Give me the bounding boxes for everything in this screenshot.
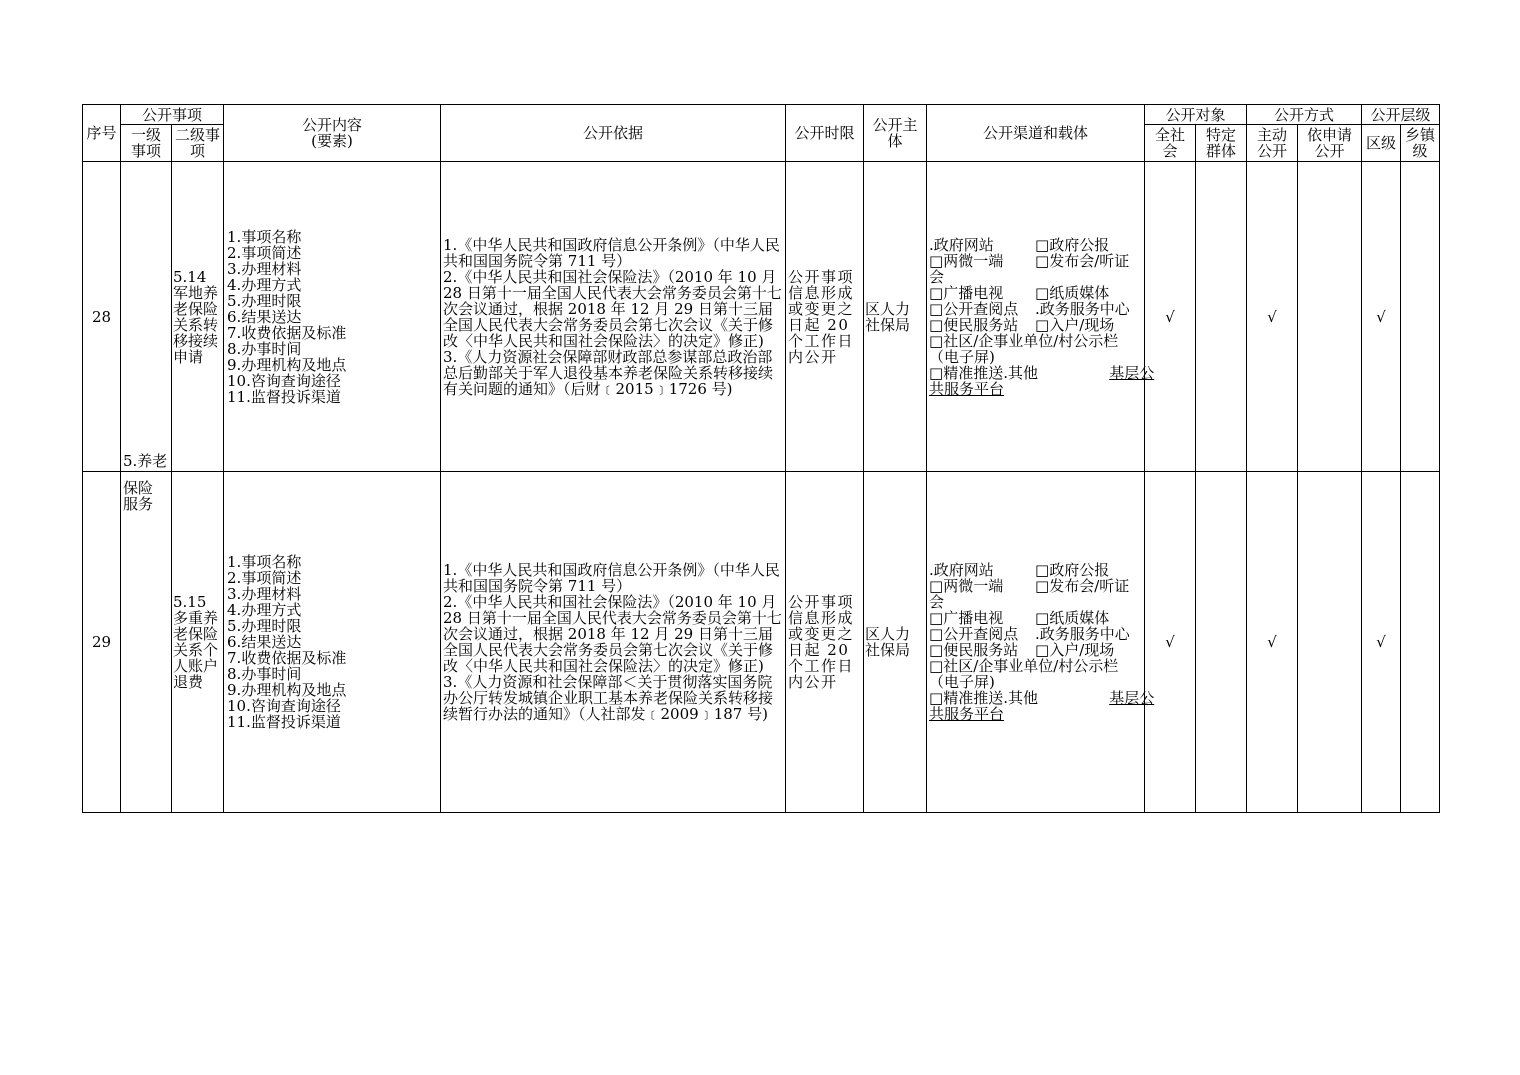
subject: 区人力社保局 (864, 162, 927, 472)
channels-cell (927, 472, 1155, 813)
element-item: 1.事项名称 (227, 553, 302, 571)
element-item: 8.办事时间 (227, 339, 302, 358)
other-channel-text-cont: 共服务平台 (929, 705, 1005, 723)
element-item: 11.监督投诉渠道 (227, 713, 341, 731)
channel-row: .政府网站 □政府公报 (929, 235, 1110, 254)
channel-row: □精准推送 .其他 基层公 (929, 689, 1155, 707)
level1-item-part1: 5.养老 (121, 162, 172, 472)
subject: 区人力社保局 (864, 472, 927, 813)
mode-active-mark: √ (1247, 162, 1298, 472)
channel-row: .政府网站 □政府公报 (929, 561, 1110, 579)
row-seq: 29 (83, 472, 121, 813)
channel-row: □广播电视 □纸质媒体 (929, 609, 1110, 627)
header-target-group: 公开对象 (1145, 105, 1247, 125)
header-target-specific: 特定 群体 (1196, 125, 1247, 162)
basis-cell (441, 162, 786, 472)
element-item: 6.结果送达 (227, 307, 302, 326)
target-specific-mark (1196, 162, 1247, 472)
header-level1: 一级 事项 (121, 125, 172, 162)
header-level-district: 区级 (1362, 125, 1401, 162)
element-item: 7.收费依据及标准 (227, 323, 347, 342)
header-channel: 公开渠道和载体 (927, 105, 1145, 162)
element-item: 2.事项简述 (227, 569, 302, 587)
element-item: 4.办理方式 (227, 275, 302, 294)
element-item: 7.收费依据及标准 (227, 649, 347, 667)
target-all-mark: √ (1145, 472, 1196, 813)
level-town-mark (1401, 472, 1440, 813)
element-item: 6.结果送达 (227, 633, 302, 651)
channel-row: □精准推送 .其他 基层公 (929, 363, 1155, 382)
time-limit: 公开事项信息形成或变更之日起 20 个工作日内公开 (786, 162, 864, 472)
basis-item: 1.《中华人民共和国政府信息公开条例》（中华人民共和国国务院令第 711 号） (443, 235, 780, 270)
channel-row: □社区/企事业单位/村公示栏 (929, 331, 1119, 350)
channel-row: □便民服务站 □入户/现场 (929, 315, 1115, 334)
mode-active-mark: √ (1247, 472, 1298, 813)
row-seq: 28 (83, 162, 121, 472)
channel-row: □公开查阅点 .政务服务中心 (929, 299, 1130, 318)
basis-item: 1.《中华人民共和国政府信息公开条例》（中华人民共和国国务院令第 711 号） (443, 561, 780, 595)
channels-cell (927, 162, 1155, 472)
target-specific-mark (1196, 472, 1247, 813)
basis-cell (441, 472, 786, 813)
header-level2: 二级事 项 (172, 125, 224, 162)
channel-row: □公开查阅点 .政务服务中心 (929, 625, 1130, 643)
header-mode-group: 公开方式 (1247, 105, 1362, 125)
header-target-all: 全社 会 (1145, 125, 1196, 162)
element-item: 9.办理机构及地点 (227, 355, 347, 374)
header-items-group: 公开事项 (121, 105, 224, 125)
header-basis: 公开依据 (441, 105, 786, 162)
basis-item: 2.《中华人民共和国社会保险法》（2010 年 10 月 28 日第十一届全国人民代表大会常务委员会第十七次会议通过，根据 2018 年 12 月 29 日第十三届全国人民代表大会常务委员会第七次会议《关于修改〈中华人民共和国社会保险法〉的决定》修正) (443, 267, 782, 350)
header-level-group: 公开层级 (1362, 105, 1440, 125)
header-level-town: 乡镇 级 (1401, 125, 1440, 162)
other-channel-text-cont: 共服务平台 (929, 379, 1005, 398)
level-town-mark (1401, 162, 1440, 472)
element-item: 5.办理时限 (227, 291, 302, 310)
channel-row: □两微一端 □发布会/听证 (929, 251, 1130, 270)
channel-row: □两微一端 □发布会/听证 (929, 577, 1130, 595)
elements-list (224, 162, 441, 472)
element-item: 1.事项名称 (227, 227, 302, 246)
other-channel-text: 基层公 (1109, 689, 1155, 707)
channel-row: □便民服务站 □入户/现场 (929, 641, 1115, 659)
element-item: 9.办理机构及地点 (227, 681, 347, 699)
basis-item: 3.《人力资源和社会保障部＜关于贯彻落实国务院办公厅转发城镇企业职工基本养老保险关系转移接续暂行办法的通知》（人社部发﹝2009﹞187 号) (443, 673, 774, 723)
header-time-limit: 公开时限 (786, 105, 864, 162)
disclosure-table (82, 104, 1440, 813)
header-mode-active: 主动 公开 (1247, 125, 1298, 162)
header-mode-request: 依申请 公开 (1298, 125, 1362, 162)
level1-item-part2: 保险 服务 (121, 472, 172, 813)
basis-item: 3.《人力资源社会保障部财政部总参谋部总政治部总后勤部关于军人退役基本养老保险关系转移接续有关问题的通知》（后财﹝2015﹞1726 号) (443, 347, 774, 398)
elements-list (224, 472, 441, 813)
element-item: 4.办理方式 (227, 601, 302, 619)
channel-row: （电子屏) (929, 347, 995, 366)
basis-item: 2.《中华人民共和国社会保险法》（2010 年 10 月 28 日第十一届全国人民代表大会常务委员会第十七次会议通过，根据 2018 年 12 月 29 日第十三届全国人民代表大会常务委员会第七次会议《关于修改〈中华人民共和国社会保险法〉的决定》修正) (443, 593, 782, 675)
channel-row: 会 (929, 267, 945, 286)
channel-row: □社区/企事业单位/村公示栏 (929, 657, 1119, 675)
level2-item: 5.14 军地养老保险关系转移接续申请 (172, 162, 224, 472)
element-item: 10.咨询查询途径 (227, 371, 341, 390)
header-row-1 (83, 105, 1440, 125)
mode-request-mark (1298, 472, 1362, 813)
channel-row: 会 (929, 593, 945, 611)
table-row (83, 472, 1440, 813)
element-item: 2.事项简述 (227, 243, 302, 262)
level-district-mark: √ (1362, 162, 1401, 472)
level2-item: 5.15 多重养老保险关系个人账户退费 (172, 472, 224, 813)
time-limit: 公开事项信息形成或变更之日起 20 个工作日内公开 (786, 472, 864, 813)
header-seq: 序号 (83, 105, 121, 162)
header-subject: 公开主 体 (864, 105, 927, 162)
header-content: 公开内容 (要素) (224, 105, 441, 162)
mode-request-mark (1298, 162, 1362, 472)
element-item: 10.咨询查询途径 (227, 697, 341, 715)
target-all-mark: √ (1145, 162, 1196, 472)
channel-row: □广播电视 □纸质媒体 (929, 283, 1110, 302)
element-item: 8.办事时间 (227, 665, 302, 683)
channel-row: （电子屏) (929, 673, 995, 691)
table-row (83, 162, 1440, 472)
element-item: 11.监督投诉渠道 (227, 387, 341, 406)
other-channel-text: 基层公 (1109, 363, 1155, 382)
element-item: 3.办理材料 (227, 585, 302, 603)
element-item: 3.办理材料 (227, 259, 302, 278)
element-item: 5.办理时限 (227, 617, 302, 635)
level-district-mark: √ (1362, 472, 1401, 813)
